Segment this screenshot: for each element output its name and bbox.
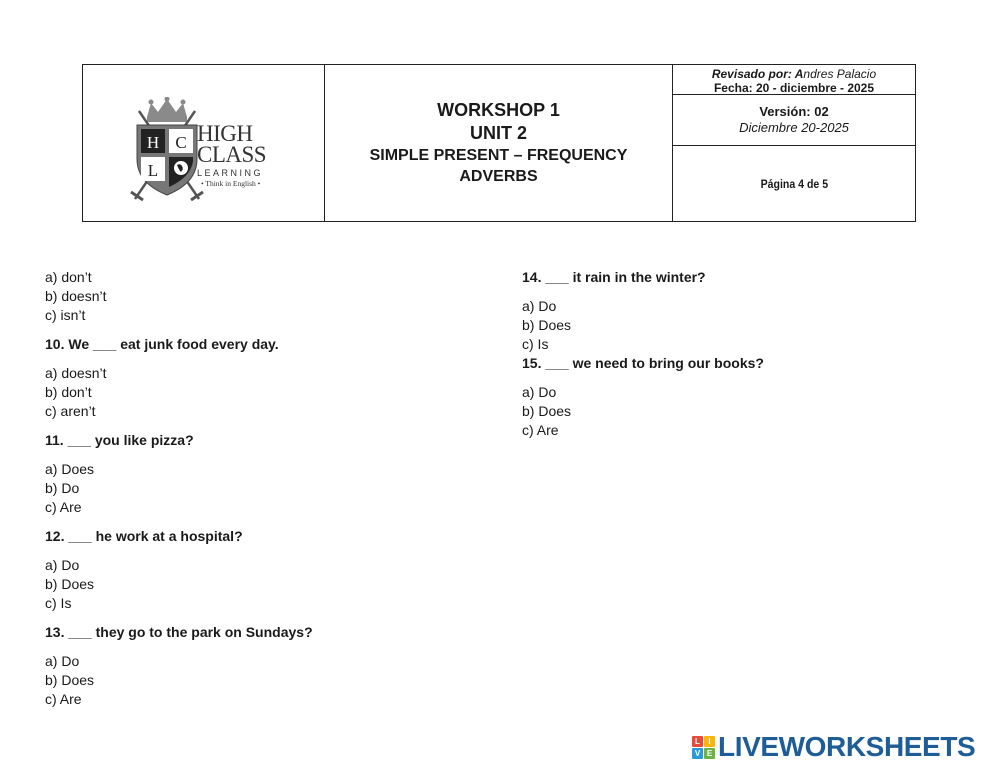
page-number: Página 4 de 5 <box>760 176 828 191</box>
question-block <box>45 623 485 709</box>
answer-option[interactable]: c) aren’t <box>45 403 96 419</box>
live-letter-e: E <box>704 748 715 759</box>
version-number: Versión: 02 <box>759 104 829 119</box>
logo-letter-h: H <box>146 133 160 152</box>
answer-option[interactable]: a) Do <box>45 653 80 669</box>
question-text: 10. We ___ eat junk food every day. <box>45 336 279 352</box>
answer-option[interactable]: b) don’t <box>45 384 92 400</box>
logo-word-class: CLASS <box>197 142 267 167</box>
logo-letter-c: C <box>175 133 187 152</box>
liveworksheets-wordmark: LIVEWORKSHEETS <box>718 731 976 762</box>
question-block <box>522 354 962 440</box>
answer-option[interactable]: c) Are <box>45 691 82 707</box>
question-text: 11. ___ you like pizza? <box>45 432 194 448</box>
review-date: Fecha: 20 - diciembre - 2025 <box>713 81 875 95</box>
question-block <box>45 527 485 613</box>
answer-option[interactable]: b) Does <box>522 403 572 419</box>
answer-option[interactable]: b) Does <box>45 672 95 688</box>
version-date: Diciembre 20-2025 <box>739 120 849 135</box>
answer-option[interactable]: b) Does <box>522 317 572 333</box>
answer-option[interactable]: a) Do <box>522 384 557 400</box>
left-column <box>45 268 485 709</box>
question-block <box>45 335 485 421</box>
right-column <box>522 268 962 440</box>
reviewed-by <box>673 67 915 81</box>
question-block <box>522 268 962 354</box>
reviewed-label: Revisado por: A <box>711 67 804 81</box>
document-header <box>82 64 916 222</box>
answer-option[interactable]: c) Are <box>522 422 559 438</box>
answer-option[interactable]: b) Does <box>45 576 95 592</box>
answer-option[interactable]: b) doesn’t <box>45 288 107 304</box>
meta-cell <box>673 65 915 221</box>
answer-option[interactable]: a) don’t <box>45 269 92 285</box>
logo-word-high: HIGH <box>197 121 253 146</box>
question-text: 14. ___ it rain in the winter? <box>522 269 706 285</box>
answer-option[interactable]: c) Is <box>522 336 549 352</box>
logo-letter-l: L <box>147 161 159 180</box>
answer-option[interactable]: a) Do <box>45 557 80 573</box>
answer-option[interactable]: c) isn’t <box>45 307 86 323</box>
topic-title-line2: ADVERBS <box>459 168 538 185</box>
live-letter-v: V <box>692 748 703 759</box>
version-info <box>673 95 915 146</box>
title-cell <box>325 65 673 221</box>
question-text: 15. ___ we need to bring our books? <box>522 355 764 371</box>
live-letter-l: L <box>692 736 703 747</box>
question-block <box>45 431 485 517</box>
question-text: 12. ___ he work at a hospital? <box>45 528 243 544</box>
logo-word-learning: LEARNING <box>197 168 264 178</box>
question-text: 13. ___ they go to the park on Sundays? <box>45 624 313 640</box>
unit-title: UNIT 2 <box>469 123 527 143</box>
topic-title-line1: SIMPLE PRESENT – FREQUENCY <box>369 147 628 164</box>
answer-option[interactable]: c) Is <box>45 595 72 611</box>
carry-over-options <box>45 268 485 325</box>
answer-option[interactable]: a) Do <box>522 298 557 314</box>
logo-tagline: • Think in English • <box>201 179 261 188</box>
liveworksheets-brand[interactable] <box>692 731 975 763</box>
live-letter-i: I <box>704 736 715 747</box>
workshop-title: WORKSHOP 1 <box>437 100 560 120</box>
review-info <box>673 65 915 95</box>
reviewer-name: ndres Palacio <box>803 67 877 81</box>
answer-option[interactable]: c) Are <box>45 499 82 515</box>
logo-wordmark <box>197 123 266 189</box>
page-info <box>673 146 915 221</box>
answer-option[interactable]: b) Do <box>45 480 80 496</box>
logo-cell <box>83 65 325 221</box>
crown-icon <box>147 97 187 122</box>
answer-option[interactable]: a) Does <box>45 461 95 477</box>
liveworksheets-logo-icon <box>692 736 715 759</box>
answer-option[interactable]: a) doesn’t <box>45 365 107 381</box>
high-class-learning-logo <box>127 97 207 205</box>
